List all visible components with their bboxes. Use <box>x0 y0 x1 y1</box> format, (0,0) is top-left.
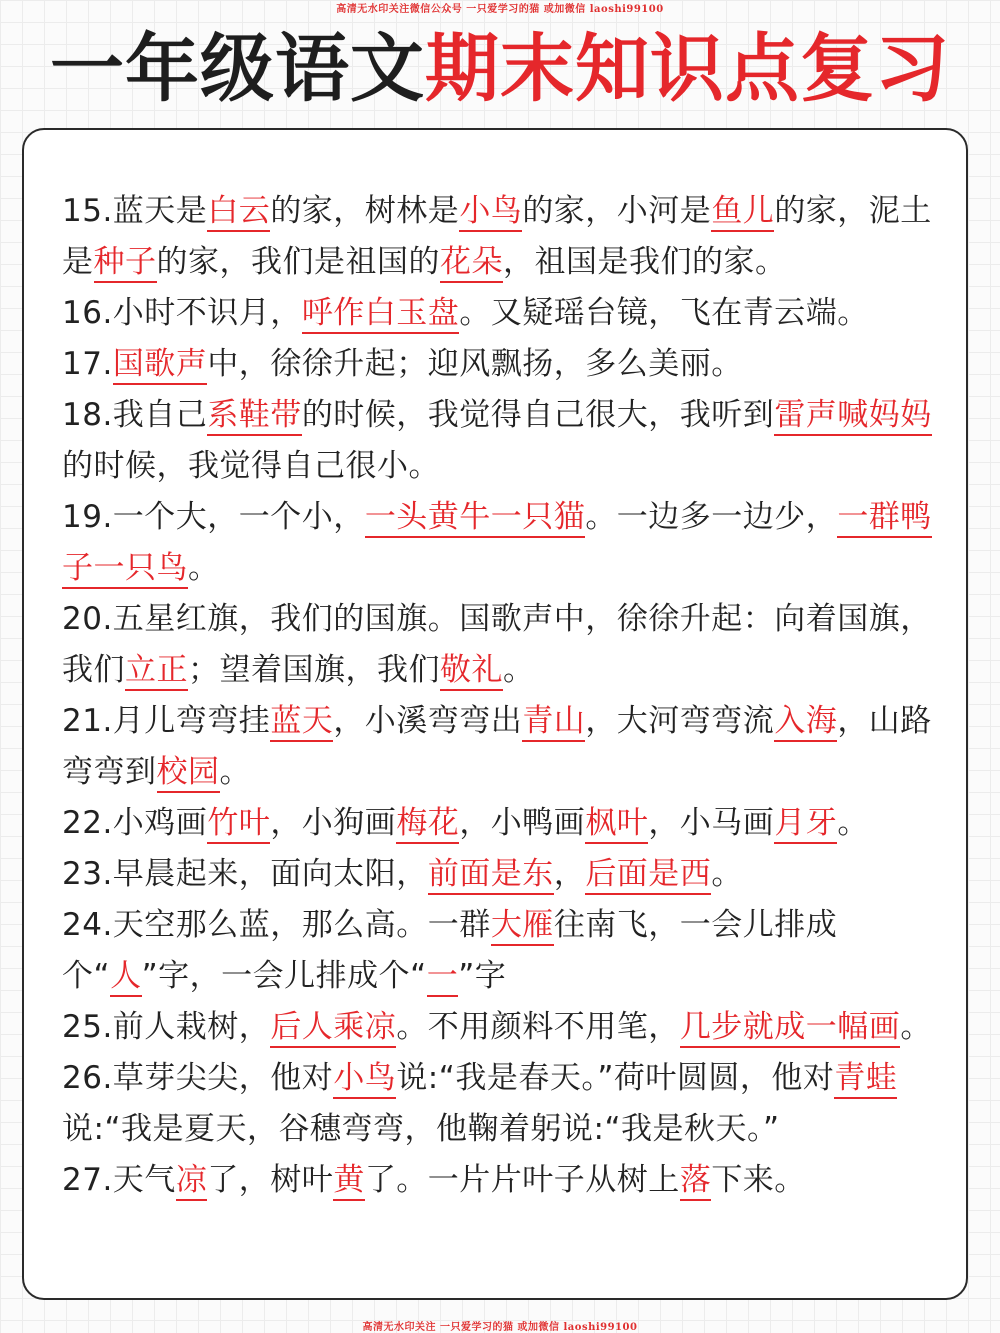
item-text: 19.一个大，一个小， <box>62 499 365 535</box>
item-text: 下来。 <box>711 1162 806 1198</box>
item-text: 的时候，我觉得自己很大，我听到 <box>301 397 775 433</box>
highlighted-answer: 大雁 <box>491 907 554 946</box>
watermark-top: 高清无水印关注微信公众号 一只爱学习的猫 或加微信 laoshi99100 <box>336 4 664 15</box>
item-text: 21.月儿弯弯挂 <box>62 703 271 739</box>
item-text: ， <box>553 856 586 892</box>
highlighted-answer: 敬礼 <box>440 652 503 691</box>
item-text: 说:“我是夏天，谷穗弯弯，他鞠着躬说:“我是秋天。” <box>62 1111 780 1147</box>
item-text: 18.我自己 <box>62 397 208 433</box>
highlighted-answer: 青蛙 <box>834 1060 897 1099</box>
item-text: 。 <box>188 550 220 586</box>
watermark-bottom: 高清无水印关注 一只爱学习的猫 或加微信 laoshi99100 <box>362 1322 638 1333</box>
item-text: ，大河弯弯流 <box>585 703 775 739</box>
knowledge-item <box>62 594 952 696</box>
item-text: 26.草芽尖尖，他对 <box>62 1060 334 1096</box>
item-text: 16.小时不识月， <box>62 295 302 331</box>
highlighted-answer: 国歌声 <box>113 346 208 385</box>
item-text: 的家，树林是 <box>270 193 460 229</box>
title-part-2: 期末知识点复习 <box>425 26 950 112</box>
knowledge-item <box>62 1053 952 1155</box>
item-text: 15.蓝天是 <box>62 193 208 229</box>
highlighted-answer: 人 <box>110 958 142 997</box>
knowledge-item <box>62 900 952 1002</box>
knowledge-item <box>62 288 952 339</box>
highlighted-answer: 入海 <box>774 703 837 742</box>
highlighted-answer: 一 <box>427 958 459 997</box>
highlighted-answer: 黄 <box>333 1162 365 1201</box>
item-text: 。 <box>219 754 251 790</box>
item-text: 说:“我是春天。”荷叶圆圆，他对 <box>396 1060 835 1096</box>
highlighted-answer: 小鸟 <box>333 1060 396 1099</box>
item-text: 。 <box>900 1009 932 1045</box>
highlighted-answer: 花朵 <box>440 244 503 283</box>
item-text: ；望着国旗，我们 <box>188 652 440 688</box>
item-text: 。 <box>837 805 869 841</box>
highlighted-answer: 竹叶 <box>207 805 270 844</box>
knowledge-item <box>62 390 952 492</box>
knowledge-item <box>62 849 952 900</box>
item-text: 。一边多一边少， <box>585 499 838 535</box>
item-text: 往南飞，一会儿排成个“ <box>62 907 838 994</box>
highlighted-answer: 一头黄牛一只猫 <box>365 499 586 538</box>
item-text: 24.天空那么蓝，那么高。一群 <box>62 907 491 943</box>
item-text: ，祖国是我们的家。 <box>503 244 787 280</box>
highlighted-answer: 落 <box>680 1162 712 1201</box>
highlighted-answer: 校园 <box>157 754 220 793</box>
knowledge-item <box>62 1002 952 1053</box>
item-text: 。又疑瑶台镜，飞在青云端。 <box>459 295 869 331</box>
highlighted-answer: 鱼儿 <box>711 193 774 232</box>
item-text: 中，徐徐升起；迎风飘扬，多么美丽。 <box>207 346 743 382</box>
item-text: ，小鸭画 <box>459 805 586 841</box>
knowledge-item <box>62 186 952 288</box>
highlighted-answer: 小鸟 <box>459 193 522 232</box>
item-text: 23.早晨起来，面向太阳， <box>62 856 428 892</box>
item-text: 27.天气 <box>62 1162 176 1198</box>
highlighted-answer: 凉 <box>176 1162 208 1201</box>
highlighted-answer: 前面是东 <box>428 856 554 895</box>
highlighted-answer: 几步就成一幅画 <box>680 1009 901 1048</box>
item-text: 的家，泥土是 <box>62 193 932 280</box>
title-part-1: 一年级语文 <box>50 26 425 112</box>
highlighted-answer: 雷声喊妈妈 <box>774 397 932 436</box>
highlighted-answer: 一群鸭子一只鸟 <box>62 499 932 589</box>
item-text: ，小狗画 <box>270 805 397 841</box>
page-title <box>0 24 1000 114</box>
item-text: 的家，我们是祖国的 <box>156 244 440 280</box>
item-text: 20.五星红旗，我们的国旗。国歌声中，徐徐升起：向着国旗，我们 <box>62 601 932 688</box>
item-text: 了。一片片叶子从树上 <box>364 1162 680 1198</box>
highlighted-answer: 白云 <box>207 193 270 232</box>
highlighted-answer: 青山 <box>522 703 585 742</box>
highlighted-answer: 梅花 <box>396 805 459 844</box>
knowledge-item <box>62 1155 952 1206</box>
item-text: ”字，一会儿排成个“ <box>141 958 427 994</box>
highlighted-answer: 后人乘凉 <box>270 1009 396 1048</box>
highlighted-answer: 立正 <box>125 652 188 691</box>
highlighted-answer: 种子 <box>94 244 157 283</box>
highlighted-answer: 后面是西 <box>585 856 711 895</box>
item-text: 17. <box>62 346 113 382</box>
item-text: 。 <box>503 652 535 688</box>
item-text: ，小溪弯弯出 <box>333 703 523 739</box>
highlighted-answer: 枫叶 <box>585 805 648 844</box>
item-text: 22.小鸡画 <box>62 805 208 841</box>
item-text: 的时候，我觉得自己很小。 <box>62 448 440 484</box>
highlighted-answer: 系鞋带 <box>207 397 302 436</box>
item-text: ”字 <box>458 958 507 994</box>
knowledge-item <box>62 798 952 849</box>
knowledge-list <box>62 186 952 1206</box>
item-text: 。 <box>711 856 743 892</box>
item-text: 了，树叶 <box>207 1162 334 1198</box>
item-text: 的家，小河是 <box>522 193 712 229</box>
knowledge-item <box>62 339 952 390</box>
item-text: 。不用颜料不用笔， <box>396 1009 680 1045</box>
knowledge-item <box>62 696 952 798</box>
highlighted-answer: 月牙 <box>774 805 837 844</box>
highlighted-answer: 呼作白玉盘 <box>302 295 460 334</box>
item-text: 25.前人栽树， <box>62 1009 271 1045</box>
knowledge-item <box>62 492 952 594</box>
item-text: ，小马画 <box>648 805 775 841</box>
item-text: ，山路弯弯到 <box>62 703 932 790</box>
highlighted-answer: 蓝天 <box>270 703 333 742</box>
